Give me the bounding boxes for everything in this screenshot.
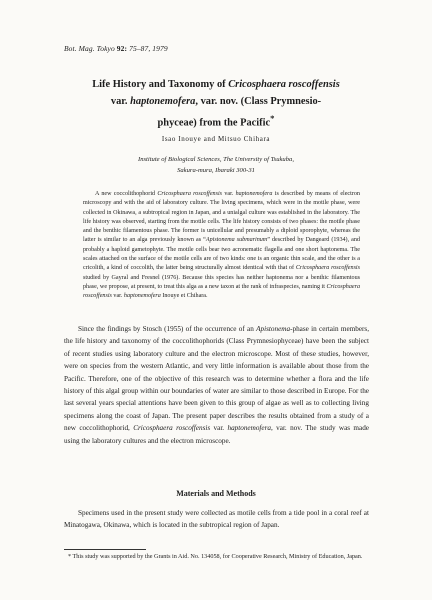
journal-citation [64,44,168,53]
title-text: Life History and Taxonomy of [92,79,226,90]
abstract-text: studied by Gayral and Fresnel (1976). Because this species has neither haptonema nor a benthic filamentous phase, we propose, at present, to treat this alga as a new taxon at the rank of infraspecies, naming it [83,274,360,290]
body-text: , var. nov. The study was made using the laboratory cultures and the electron microscope. [64,424,369,445]
variety-name: haptonemofera [235,191,273,197]
methods-paragraph: Specimens used in the present study were collected as motile cells from a tide pool in a coral reef at Minatogawa, Okinawa, which is located in the subtropical region of Japan. [64,509,369,530]
title-text: var. [110,96,128,107]
abstract-text: is described by means of electron microscopy and with the aid of laboratory culture. The living specimens, which were in the motile phase, were collected in Okinawa, a subtropical region in Japan, and a unialgal culture was established in the laboratory. The life history was observed, starting from the motile cells. The life history consists of two phases: the motile phase and the benthic filamentous phase. The former is unicellular and presumably a diploid sporophyte, whereas the latter is similar to an alga previously known as “ [83,191,360,244]
abstract-text: A new coccolithophorid [95,191,156,197]
species-name: Apistonema submarinum [205,237,268,244]
body-text: var. [213,424,225,433]
genus-name: Apistonema [256,325,291,333]
abstract-text: var. [113,293,123,300]
species-name: Cricosphaera roscoffensis [83,283,360,300]
journal-volume: 92: [116,44,128,53]
variety-name: haptonemofera [227,424,271,433]
title-variety: haptonemofera [130,96,196,107]
section-heading: Materials and Methods [176,489,256,498]
abstract-text: Inouye et Chihara. [162,293,208,300]
footnote-text: This study was supported by the Grants in Aid. No. 134058, for Cooperative Research, Ministry of Education, Japan. [72,553,363,560]
author-line: Isao Inouye and Mitsuo Chihara [161,135,271,143]
title-species: Cricosphaera roscoffensis [228,79,340,90]
species-name: Cricosphaera roscoffensis [157,191,223,197]
paper-title [60,76,372,131]
body-text: -phase in certain members, the life history and taxonomy of the coccolithophorids (Class Prymnesiophyceae) have been the subject of recent studies using laboratory culture and the electron microscope. Most of these studies, however, were on species from the western Atlantic, and very little information is available about those from the Pacific. Therefore, one of the objective of this research was to determine whether a flora and the life history of this algal group within our boundaries of water are similar to those described in Europe. For the last several years special attentions have been given to this group of algae as well as to collecting living specimens along the coast of Japan. The present paper describes the results obtained from a study of a new coccolithophorid, [64,325,370,433]
introduction-paragraph [64,323,369,447]
affiliation-line: Institute of Biological Sciences, The University of Tsukuba, [138,156,294,163]
footnote-mark: * [68,553,72,560]
abstract-text: var. [224,191,234,197]
footnote [66,552,374,561]
variety-name: haptonemofera [123,293,161,300]
species-name: Cricosphaera roscoffensis [133,424,211,433]
abstract-text: ” described by Dangeard (1934), and probably a haploid gametophyte. The motile cells bear two acronematic flagella and one short haptonema. The scales attached on the surface of the motile cells are of two kinds: one is an organic thin scale, and the other is a cricolith, a kind of coccolith, the latter being structurally almost identical with that of [83,237,360,272]
title-footnote-mark: * [270,113,275,123]
footnote-divider [64,549,146,550]
abstract [83,190,360,302]
body-text: Since the findings by Stosch (1955) of the occurrence of an [78,325,254,333]
journal-pages-year: 75–87, 1979 [129,44,168,53]
journal-name: Bot. Mag. Tokyo [64,44,115,53]
affiliation-line: Sakura-mura, Ibaraki 300-31 [177,167,255,174]
affiliation [60,154,372,176]
species-name: Cricosphaera roscoffensis [295,265,360,272]
title-text: phyceae) from the Pacific [157,117,271,129]
title-text: , var. nov. (Class Prymnesio- [195,96,322,107]
